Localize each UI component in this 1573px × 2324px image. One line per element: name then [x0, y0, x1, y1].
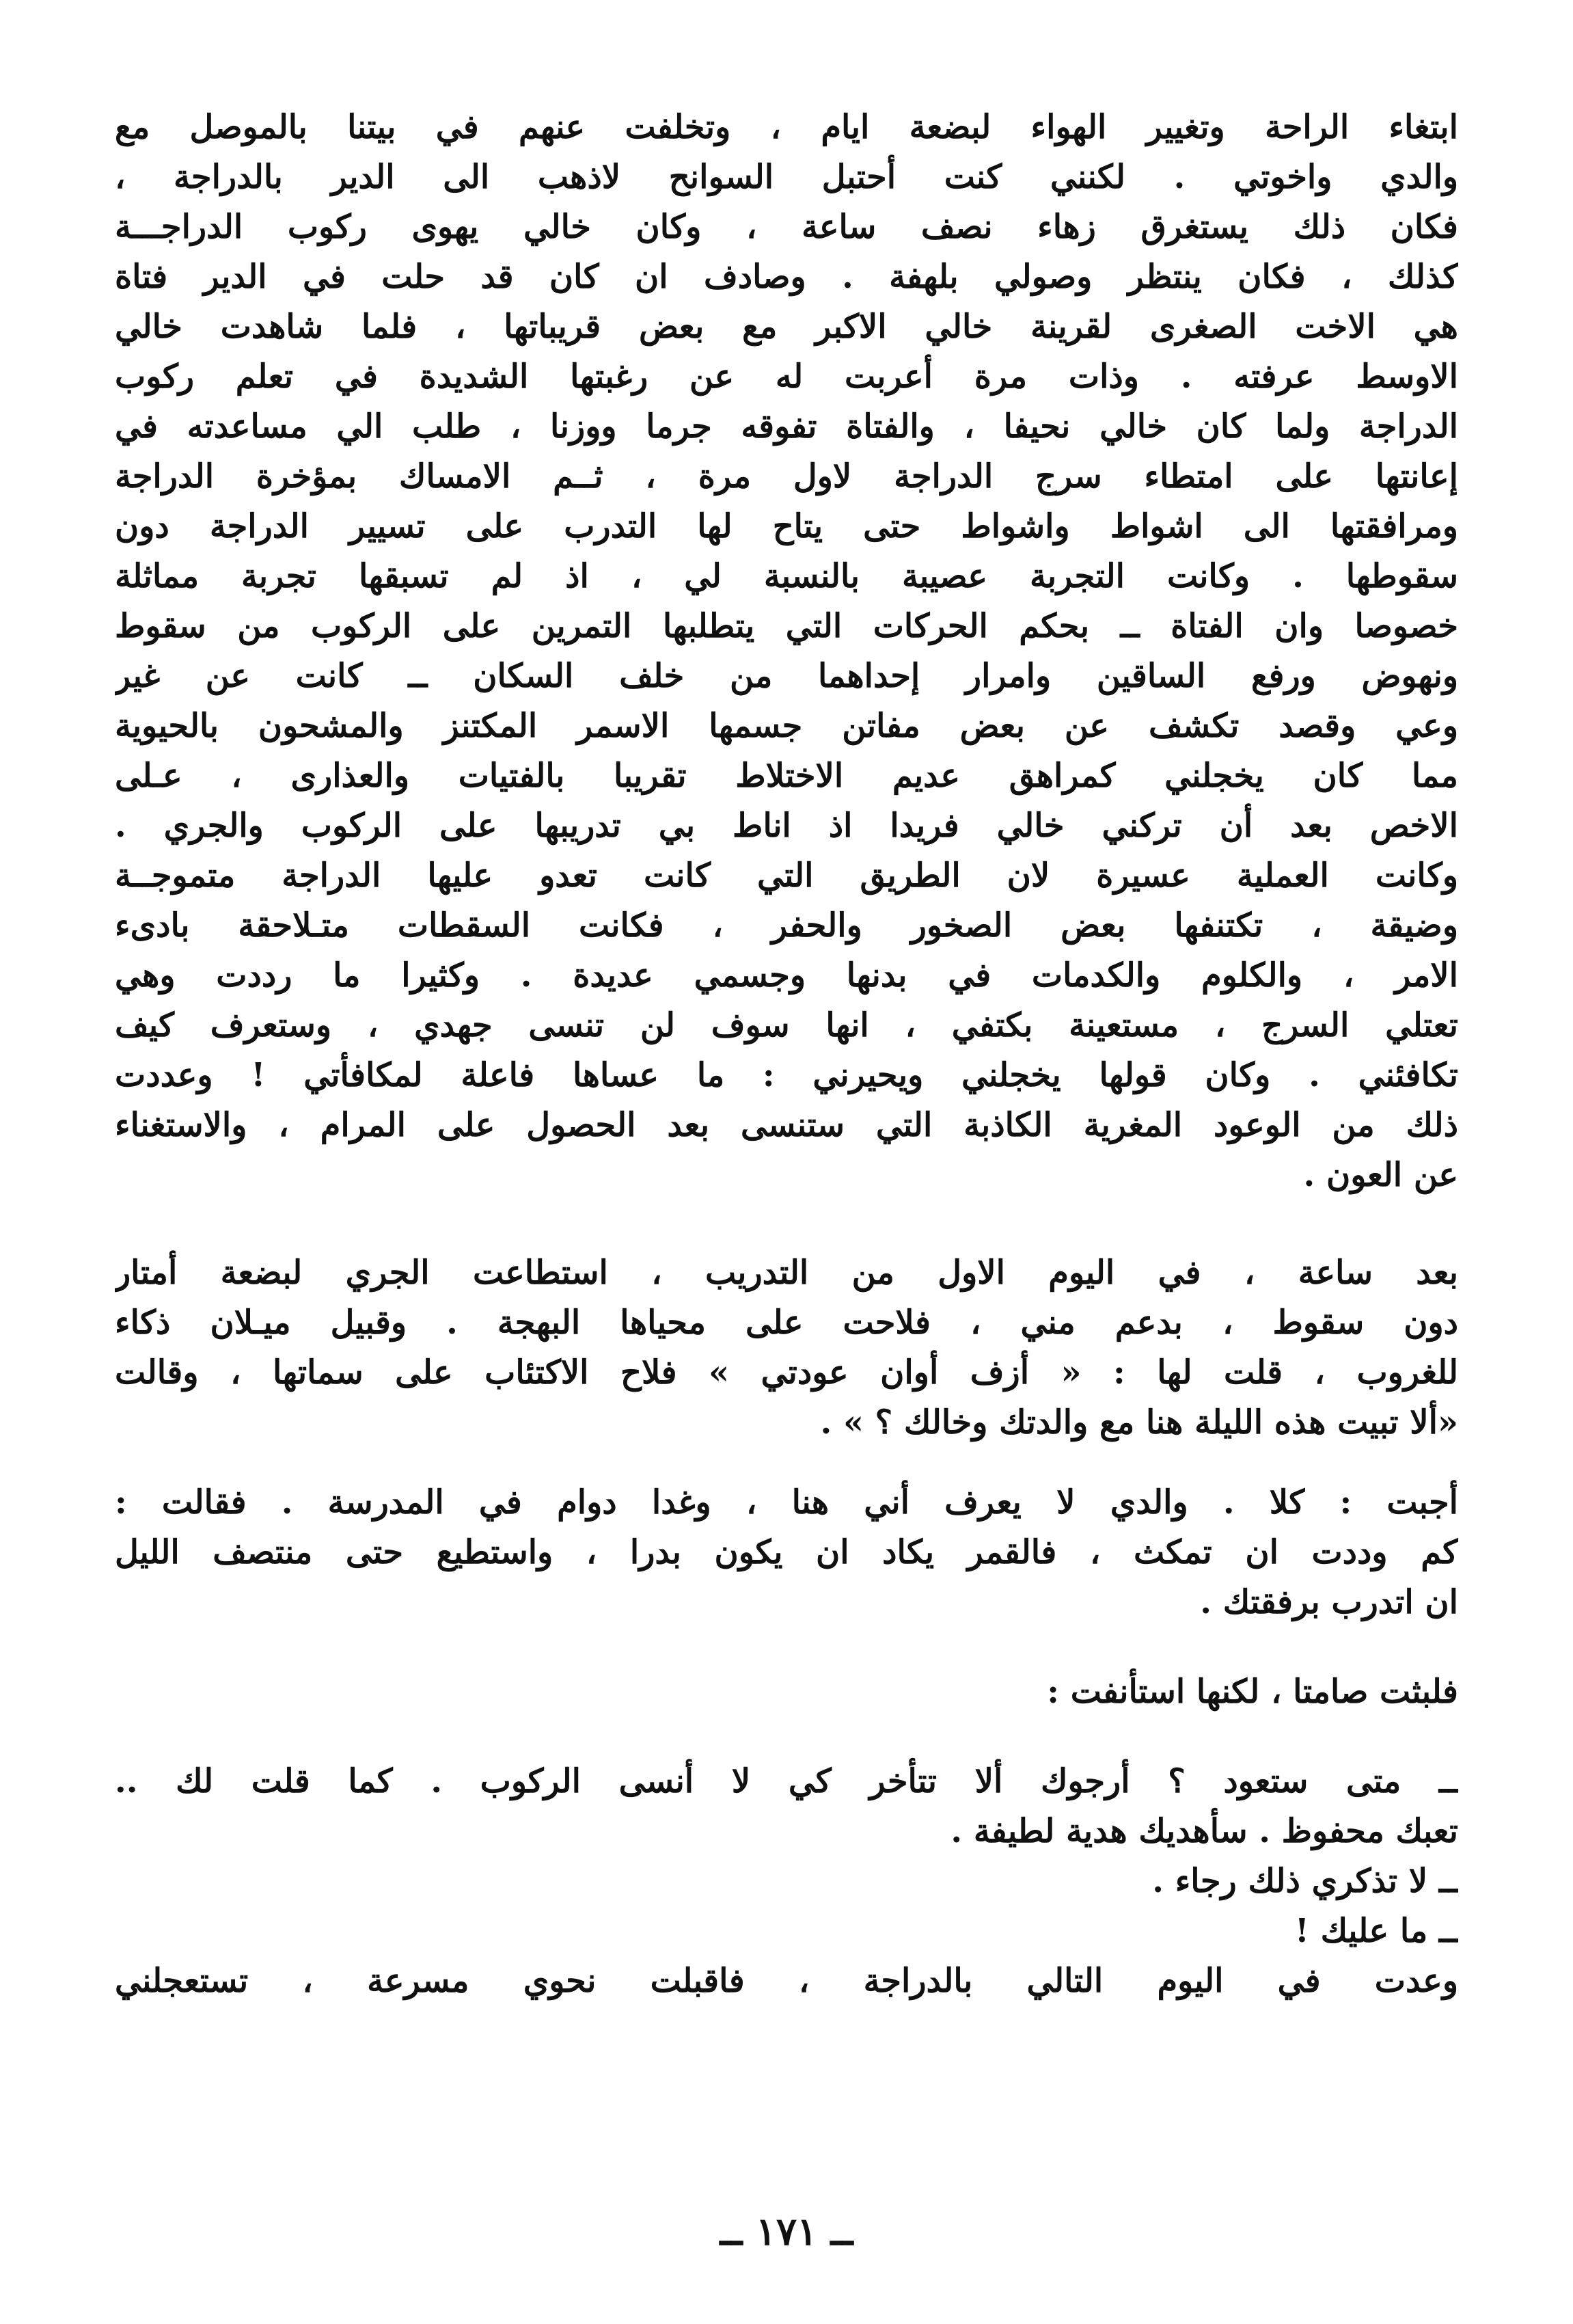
text-line: دون سقوط ، بدعم مني ، فلاحت على محياها البهجة . وقبيل ميـلان ذكاء [115, 1303, 1458, 1342]
text-line: ابتغاء الراحة وتغيير الهواء لبضعة ايام ، وتخلفت عنهم في بيتنا بالموصل مع [115, 108, 1458, 146]
page-number: ــ ١٧١ ــ [720, 2209, 853, 2254]
paragraph-2 [115, 1248, 1458, 1448]
text-line: كذلك ، فكان ينتظر وصولي بلهفة . وصادف ان كان قد حلت في الدير فتاة [115, 258, 1458, 296]
text-line: تعبك محفوظ . سأهديك هدية لطيفة . [950, 1812, 1458, 1850]
text-line: ــ لا تذكري ذلك رجاء . [1152, 1862, 1458, 1900]
text-line: فكان ذلك يستغرق زهاء نصف ساعة ، وكان خالي يهوى ركوب الدراجـــة [115, 208, 1458, 246]
text-line: وعدت في اليوم التالي بالدراجة ، فاقبلت نحوي مسرعة ، تستعجلني [115, 1962, 1458, 2000]
text-line: أجبت : كلا . والدي لا يعرف أني هنا ، وغدا دوام في المدرسة . فقالت : [115, 1483, 1458, 1522]
text-line: تعتلي السرج ، مستعينة بكتفي ، انها سوف لن تنسى جهدي ، وستعرف كيف [115, 1006, 1458, 1044]
text-line: إعانتها على امتطاء سرج الدراجة لاول مرة ، ثــم الامساك بمؤخرة الدراجة [115, 457, 1458, 496]
paragraph-1 [115, 103, 1458, 1200]
text-line: مما كان يخجلني كمراهق عديم الاختلاط تقريبا بالفتيات والعذارى ، عـلى [115, 757, 1458, 795]
text-line: تكافئني . وكان قولها يخجلني ويحيرني : ما عساها فاعلة لمكافأتي ! وعددت [115, 1056, 1458, 1094]
paragraph-3 [115, 1478, 1458, 1627]
text-line: وكانت العملية عسيرة لان الطريق التي كانت تعدو عليها الدراجة متموجــة [115, 856, 1458, 895]
text-line: ــ متى ستعود ؟ أرجوك ألا تتأخر كي لا أنسى الركوب . كما قلت لك .. [115, 1762, 1458, 1800]
text-line: فلبثت صامتا ، لكنها استأنفت : [1047, 1673, 1458, 1711]
text-line: ــ ما عليك ! [1294, 1912, 1458, 1950]
paragraph-5 [115, 1757, 1458, 2006]
text-line: والدي واخوتي . لكنني كنت أحتبل السوانح لاذهب الى الدير بالدراجة ، [115, 158, 1458, 196]
text-line: عن العون . [1303, 1156, 1458, 1194]
text-line: ونهوض ورفع الساقين وامرار إحداهما من خلف السكان ــ كانت عن غير [115, 657, 1458, 695]
text-line: الاوسط عرفته . وذات مرة أعربت له عن رغبتها الشديدة في تعلم ركوب [115, 357, 1458, 396]
text-line: سقوطها . وكانت التجربة عصيبة بالنسبة لي ، اذ لم تسبقها تجربة مماثلة [115, 557, 1458, 595]
text-line: «ألا تبيت هذه الليلة هنا مع والدتك وخالك ؟ » . [820, 1403, 1458, 1442]
text-line: ان اتدرب برفقتك . [1200, 1583, 1458, 1621]
text-line: بعد ساعة ، في اليوم الاول من التدريب ، استطاعت الجري لبضعة أمتار [115, 1254, 1458, 1292]
text-line: وعي وقصد تكشف عن بعض مفاتن جسمها الاسمر المكتنز والمشحون بالحيوية [115, 707, 1458, 745]
text-line: الدراجة ولما كان خالي نحيفا ، والفتاة تفوقه جرما ووزنا ، طلب الي مساعدته في [115, 407, 1458, 446]
text-line: كم وددت ان تمكث ، فالقمر يكاد ان يكون بدرا ، واستطيع حتى منتصف الليل [115, 1533, 1458, 1571]
text-line: الامر ، والكلوم والكدمات في بدنها وجسمي عديدة . وكثيرا ما رددت وهي [115, 956, 1458, 995]
text-line: ومرافقتها الى اشواط واشواط حتى يتاح لها التدرب على تسيير الدراجة دون [115, 507, 1458, 545]
text-line: هي الاخت الصغرى لقرينة خالي الاكبر مع بعض قريباتها ، فلما شاهدت خالي [115, 308, 1458, 346]
text-line: خصوصا وان الفتاة ــ بحكم الحركات التي يتطلبها التمرين على الركوب من سقوط [115, 607, 1458, 645]
text-line: للغروب ، قلت لها : « أزف أوان عودتي » فلاح الاكتئاب على سماتها ، وقالت [115, 1353, 1458, 1392]
text-line: ذلك من الوعود المغرية الكاذبة التي ستنسى بعد الحصول على المرام ، والاستغناء [115, 1106, 1458, 1144]
paragraph-4 [115, 1667, 1458, 1717]
text-line: الاخص بعد أن تركني خالي فريدا اذ اناط بي تدريبها على الركوب والجري . [115, 807, 1458, 845]
text-line: وضيقة ، تكتنفها بعض الصخور والحفر ، فكانت السقطات متـلاحقة بادىء [115, 906, 1458, 945]
